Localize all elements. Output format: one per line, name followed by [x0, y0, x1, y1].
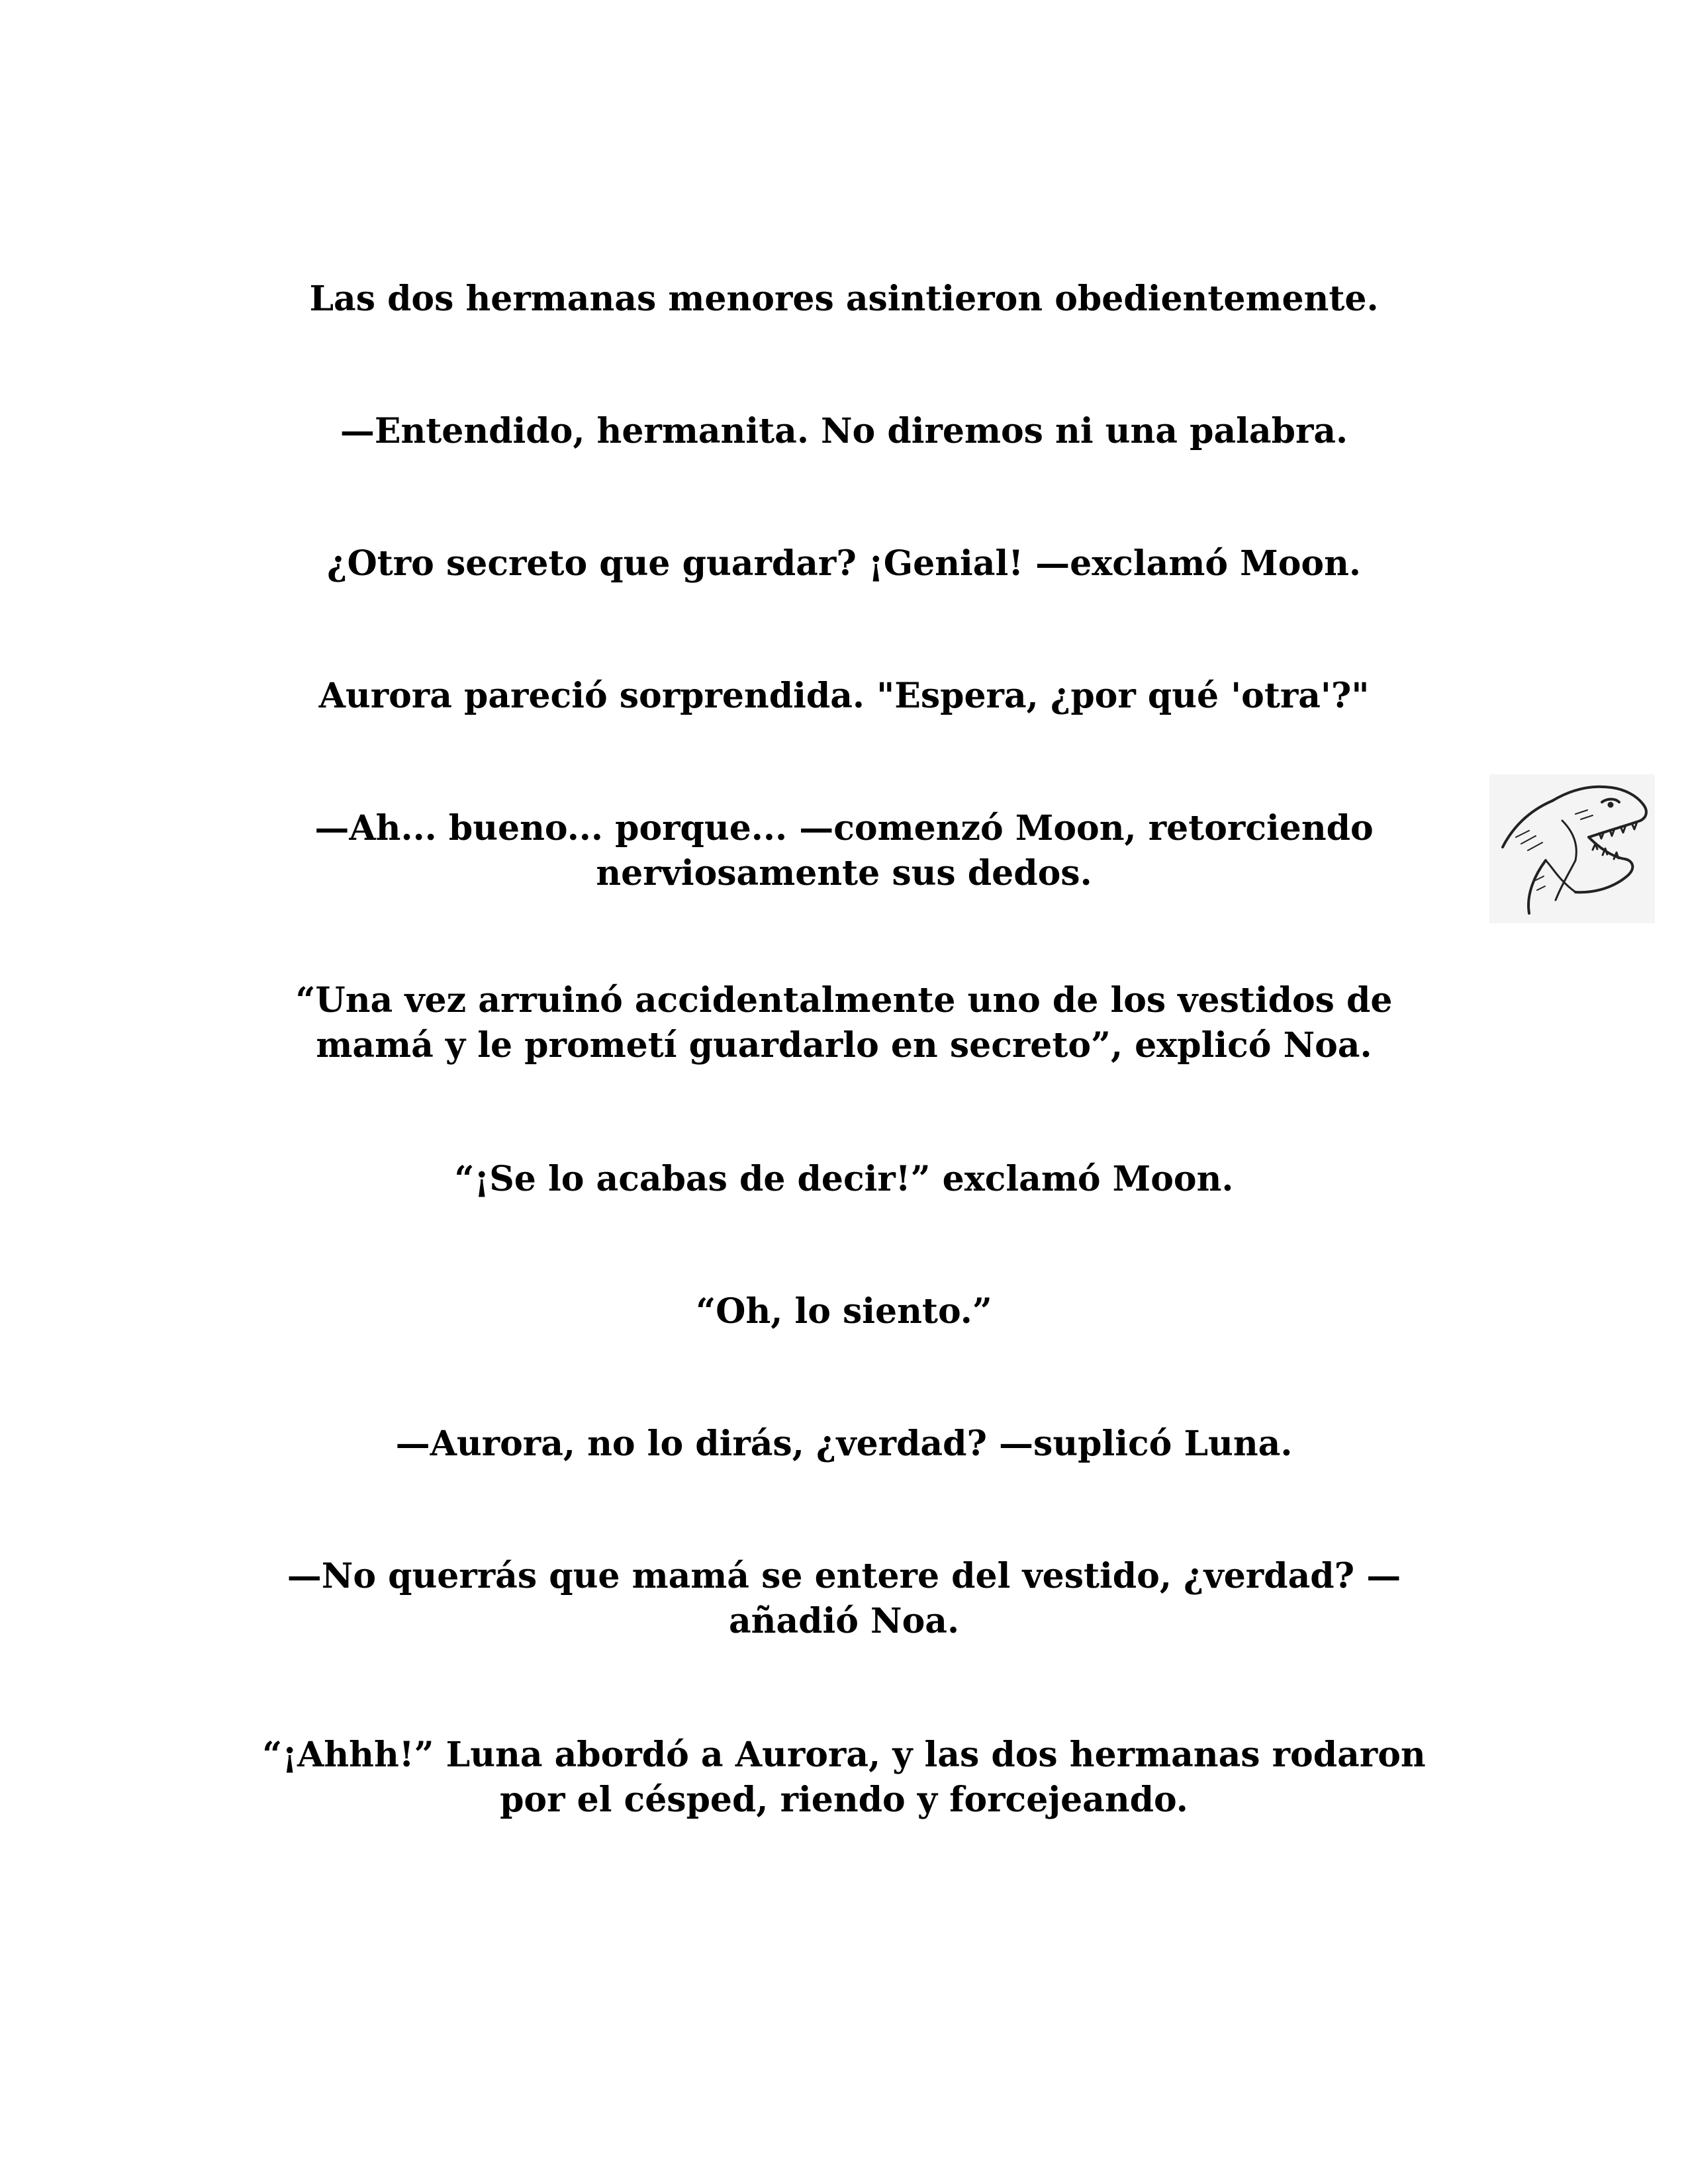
- paragraph-11: “¡Ahhh!” Luna abordó a Aurora, y las dos hermanas rodaron por el césped, riendo y forcejeando.: [262, 1735, 1426, 1820]
- paragraph-5: —Ah... bueno... porque... —comenzó Moon, retorciendo nerviosamente sus dedos.: [314, 808, 1374, 893]
- paragraph-10: —No querrás que mamá se entere del vestido, ¿verdad? —añadió Noa.: [287, 1556, 1401, 1641]
- dinosaur-head-sketch-icon: [1489, 774, 1655, 923]
- paragraph-1: Las dos hermanas menores asintieron obedientemente.: [309, 279, 1379, 319]
- paragraph-4: Aurora pareció sorprendida. "Espera, ¿por qué 'otra'?": [318, 676, 1370, 716]
- paragraph-3: ¿Otro secreto que guardar? ¡Genial! —exclamó Moon.: [326, 543, 1361, 584]
- paragraph-6: “Una vez arruinó accidentalmente uno de los vestidos de mamá y le prometí guardarlo en secreto”, explicó Noa.: [295, 980, 1393, 1066]
- paragraph-7: “¡Se lo acabas de decir!” exclamó Moon.: [454, 1159, 1234, 1199]
- paragraph-2: —Entendido, hermanita. No diremos ni una palabra.: [340, 411, 1348, 451]
- paragraph-8: “Oh, lo siento.”: [696, 1291, 992, 1332]
- paragraph-9: —Aurora, no lo dirás, ¿verdad? —suplicó Luna.: [395, 1424, 1293, 1464]
